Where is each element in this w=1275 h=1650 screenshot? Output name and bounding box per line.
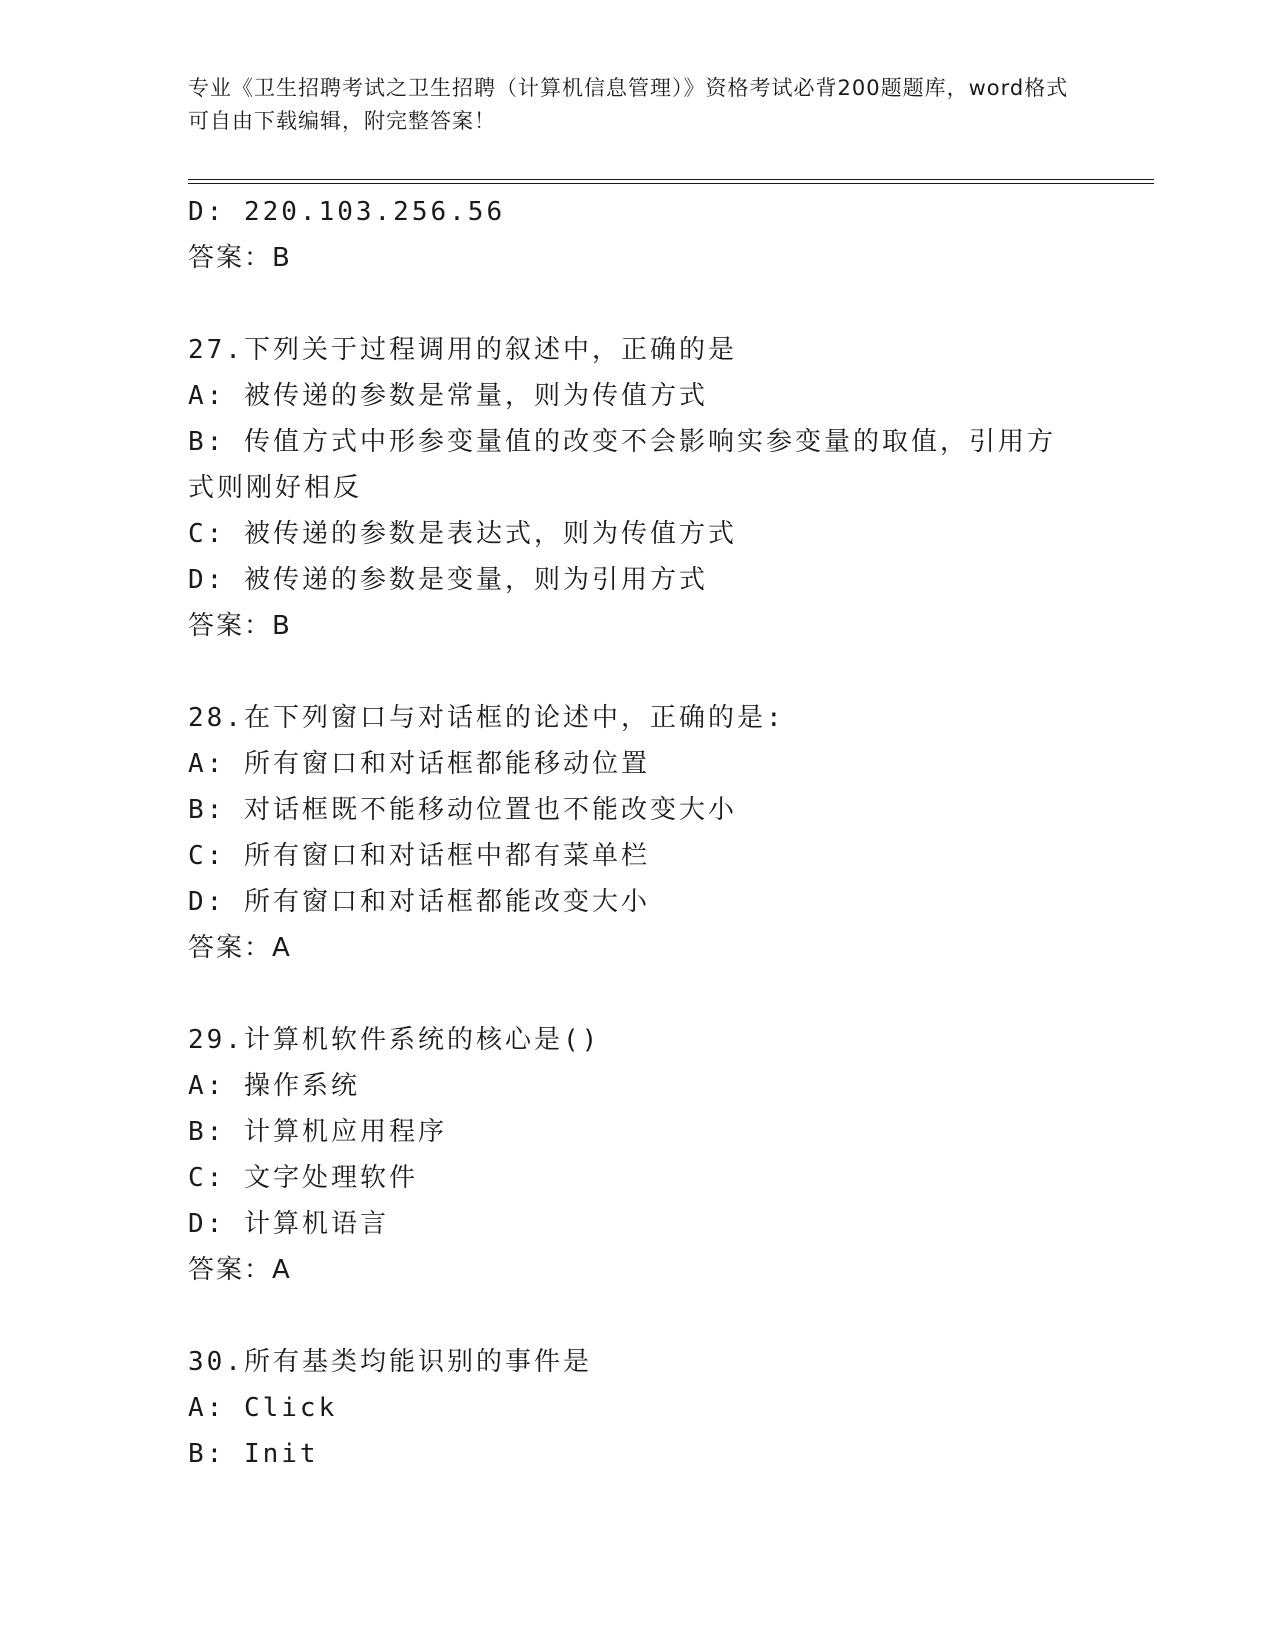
question-28 xyxy=(188,695,1088,971)
option-a: A: 被传递的参数是常量，则为传值方式 xyxy=(188,381,708,411)
question-stem: 30.所有基类均能识别的事件是 xyxy=(188,1347,592,1377)
option-b: B: 对话框既不能移动位置也不能改变大小 xyxy=(188,795,737,825)
spacer xyxy=(188,281,1088,327)
document-header: 专业《卫生招聘考试之卫生招聘（计算机信息管理）》资格考试必背200题题库，word格式可自由下载编辑，附完整答案！ xyxy=(188,76,1069,133)
spacer xyxy=(188,649,1088,695)
option-d: D: 220.103.256.56 xyxy=(188,197,506,227)
option-d: D: 被传递的参数是变量，则为引用方式 xyxy=(188,565,708,595)
answer-line: 答案：A xyxy=(188,933,292,963)
option-b: B: 传值方式中形参变量值的改变不会影响实参变量的取值，引用方式则刚好相反 xyxy=(188,427,1056,503)
spacer xyxy=(188,971,1088,1017)
answer-line: 答案：B xyxy=(188,611,292,641)
option-d: D: 所有窗口和对话框都能改变大小 xyxy=(188,887,650,917)
option-c: C: 所有窗口和对话框中都有菜单栏 xyxy=(188,841,650,871)
option-a: A: Click xyxy=(188,1393,338,1423)
option-b: B: Init xyxy=(188,1439,319,1469)
question-stem: 28.在下列窗口与对话框的论述中，正确的是: xyxy=(188,703,785,733)
option-d: D: 计算机语言 xyxy=(188,1209,389,1239)
question-26-tail xyxy=(188,189,1088,281)
option-a: A: 操作系统 xyxy=(188,1071,360,1101)
answer-line: 答案：B xyxy=(188,243,292,273)
option-b: B: 计算机应用程序 xyxy=(188,1117,447,1147)
question-stem: 29.计算机软件系统的核心是() xyxy=(188,1025,601,1055)
answer-line: 答案：A xyxy=(188,1255,292,1285)
option-c: C: 文字处理软件 xyxy=(188,1163,418,1193)
spacer xyxy=(188,1293,1088,1339)
option-c: C: 被传递的参数是表达式，则为传值方式 xyxy=(188,519,737,549)
header-divider-bottom xyxy=(188,183,1154,184)
question-27 xyxy=(188,327,1088,649)
header-divider-top xyxy=(188,179,1154,180)
question-stem: 27.下列关于过程调用的叙述中，正确的是 xyxy=(188,335,737,365)
question-30 xyxy=(188,1339,1088,1477)
question-29 xyxy=(188,1017,1088,1293)
option-a: A: 所有窗口和对话框都能移动位置 xyxy=(188,749,650,779)
question-list xyxy=(188,189,1088,1477)
